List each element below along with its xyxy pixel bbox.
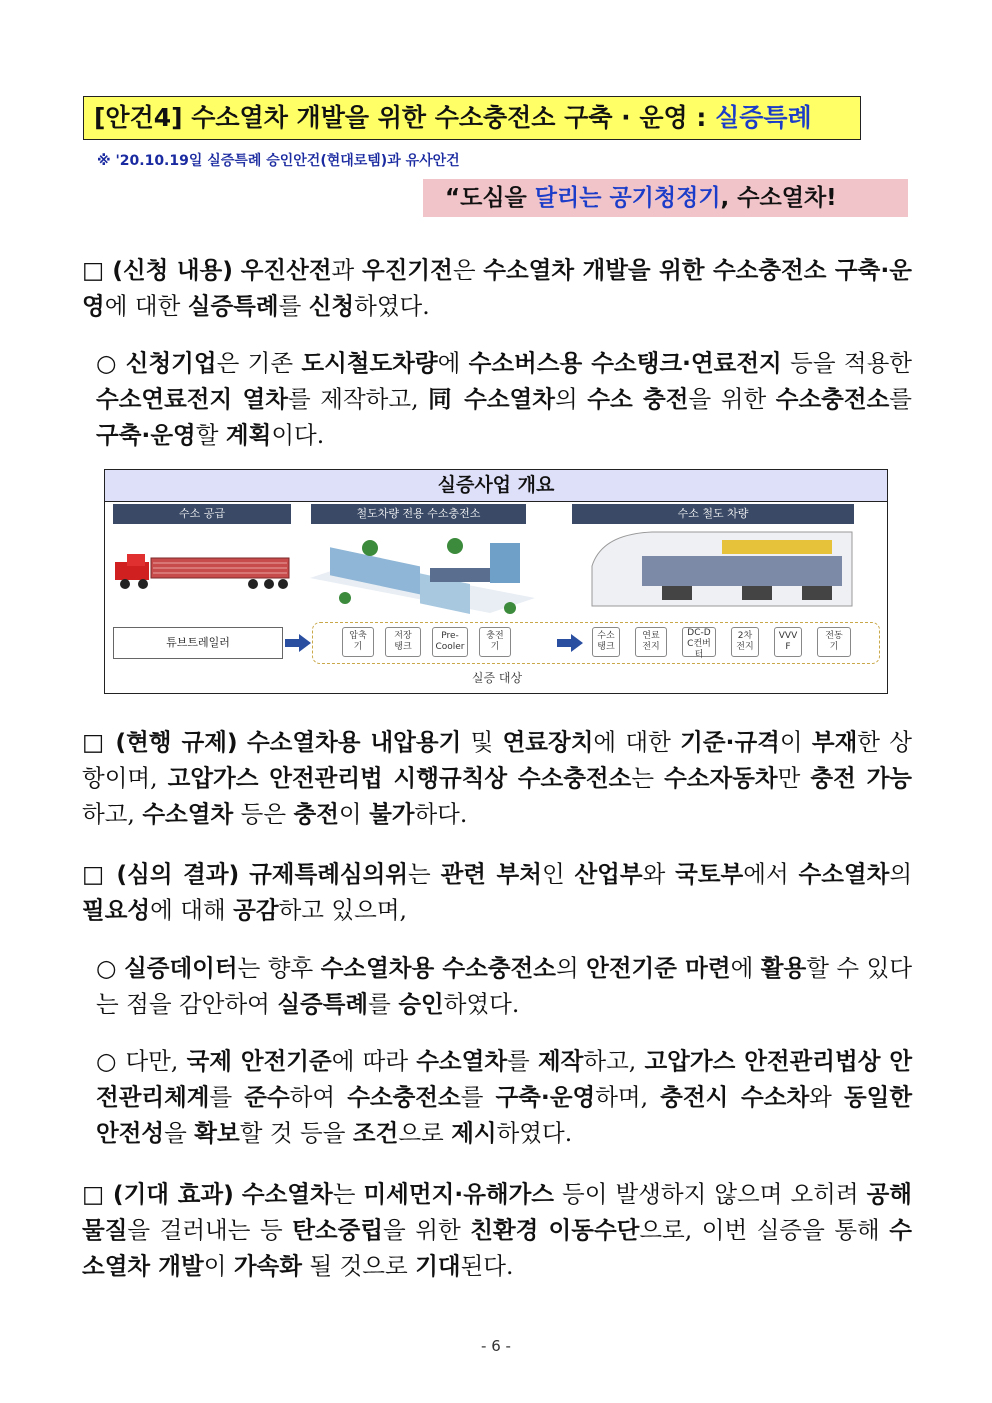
slogan-prefix: “도심을 — [445, 185, 535, 211]
application-detail — [96, 345, 912, 453]
bullet-circle: ○ — [96, 349, 118, 377]
figure-header-vehicle: 수소 철도 차량 — [572, 504, 854, 524]
section-current-regulation — [82, 724, 912, 832]
agenda-title-text: [안건4] 수소열차 개발을 위한 수소충전소 구축 · 운영 : — [94, 103, 716, 132]
project-overview-figure — [104, 469, 888, 694]
section-expected-effect — [82, 1176, 912, 1284]
slogan-banner — [423, 179, 908, 217]
figure-header-station: 철도차량 전용 수소충전소 — [311, 504, 526, 524]
section-body: 수소열차용 내압용기 및 연료장치에 대한 기준·규격이 부재한 상항이며, 고압가스 안전관리법 시행규칙상 수소충전소는 수소자동차만 충전 가능하고, 수소열차 등은 충전이 불가하다. — [82, 728, 912, 828]
figure-title: 실증사업 개요 — [105, 470, 887, 502]
slogan-highlight: 달리는 공기청정기 — [534, 185, 721, 211]
hydrogen-station-illustration — [310, 528, 535, 618]
flow-arrow-icon — [557, 634, 583, 652]
section-review-result — [82, 856, 912, 928]
step-compressor: 압축 기 — [342, 627, 374, 657]
section-body: 수소열차는 미세먼지·유해가스 등이 발생하지 않으며 오히려 공해물질을 걸러내는 등 탄소중립을 위한 친환경 이동수단으로, 이번 실증을 통해 수소열차 개발이 가속화 될 것으로 기대된다. — [82, 1180, 913, 1280]
section-body: 규제특례심의위는 관련 부처인 산업부와 국토부에서 수소열차의 필요성에 대해 공감하고 있으며, — [82, 860, 913, 924]
review-detail-1-body: 실증데이터는 향후 수소열차용 수소충전소의 안전기준 마련에 활용할 수 있다는 점을 감안하여 실증특례를 승인하였다. — [96, 954, 913, 1018]
bullet-square: □ — [82, 860, 107, 888]
slogan-suffix: , 수소열차! — [720, 185, 837, 211]
flow-arrow-icon — [285, 634, 311, 652]
review-detail-2 — [96, 1043, 912, 1151]
target-label: 실증 대상 — [471, 671, 523, 685]
tube-trailer-illustration — [113, 530, 293, 600]
step-vvvf: VVV F — [774, 627, 802, 657]
agenda-title-highlight: 실증특례 — [715, 103, 812, 132]
section-label: (현행 규제) — [115, 728, 238, 756]
step-motor: 전동 기 — [817, 627, 851, 657]
section-body: 우진산전과 우진기전은 수소열차 개발을 위한 수소충전소 구축·운영에 대한 실증특례를 신청하였다. — [82, 256, 912, 320]
step-hydrogen-tank: 수소 탱크 — [592, 627, 620, 657]
bullet-square: □ — [82, 256, 105, 284]
bullet-square: □ — [82, 1180, 105, 1208]
step-dispenser: 충전 기 — [479, 627, 511, 657]
similar-case-note: ※ '20.10.19일 실증특례 승인안건(현대로템)과 유사안건 — [97, 153, 460, 169]
step-fuel-cell: 연료 전지 — [635, 627, 667, 657]
review-detail-2-body: 다만, 국제 안전기준에 따라 수소열차를 제작하고, 고압가스 안전관리법상 안전관리체계를 준수하여 수소충전소를 구축·운영하며, 충전시 수소차와 동일한 안전성을 확보할 것 등을 조건으로 제시하였다. — [96, 1047, 913, 1147]
section-label: (심의 결과) — [116, 860, 240, 888]
tube-trailer-box: 튜브트레일러 — [113, 627, 283, 659]
agenda-title — [83, 96, 861, 140]
section-application — [82, 252, 912, 324]
section-label: (기대 효과) — [112, 1180, 234, 1208]
step-pre-cooler: Pre- Cooler — [432, 627, 468, 657]
hydrogen-train-illustration — [572, 526, 862, 621]
review-detail-1 — [96, 950, 912, 1022]
step-dcdc-converter: DC-D C컨버 터 — [682, 627, 716, 657]
bullet-square: □ — [82, 728, 107, 756]
bullet-circle: ○ — [96, 954, 117, 982]
application-detail-body: 신청기업은 기존 도시철도차량에 수소버스용 수소탱크·연료전지 등을 적용한 수소연료전지 열차를 제작하고, 同 수소열차의 수소 충전을 위한 수소충전소를 구축·운영할 계획이다. — [96, 349, 912, 449]
bullet-circle: ○ — [96, 1047, 118, 1075]
section-label: (신청 내용) — [112, 256, 233, 284]
figure-header-supply: 수소 공급 — [113, 504, 291, 524]
step-secondary-battery: 2차 전지 — [731, 627, 759, 657]
step-storage-tank: 저장 탱크 — [385, 627, 421, 657]
page-number: - 6 - — [481, 1337, 511, 1355]
